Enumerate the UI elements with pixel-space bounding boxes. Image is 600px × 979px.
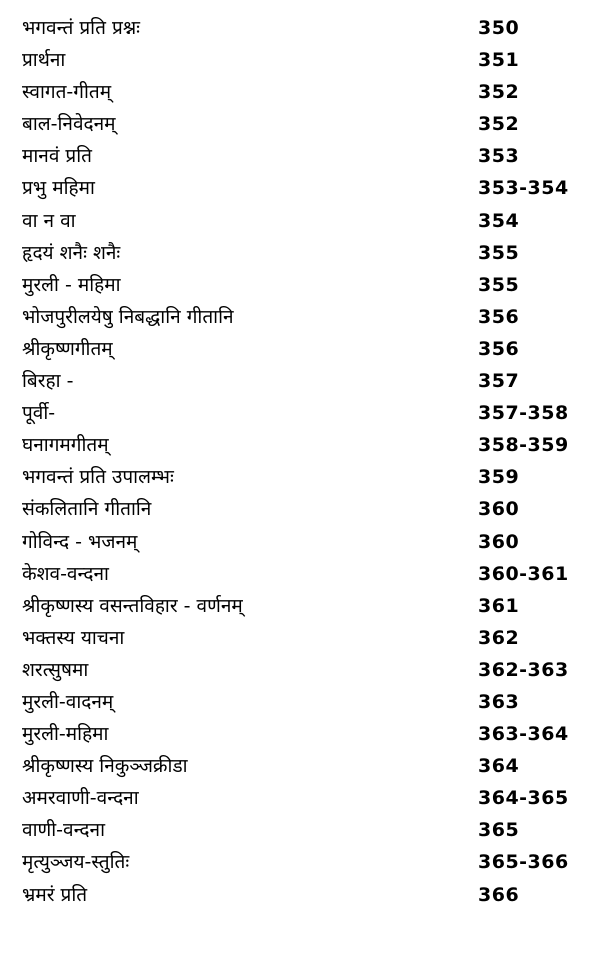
toc-row (0, 718, 600, 750)
toc-title: अमरवाणी-वन्दना (22, 787, 139, 810)
toc-row (0, 493, 600, 525)
toc-row (0, 140, 600, 172)
toc-page-number: 353 (478, 145, 520, 168)
toc-row (0, 108, 600, 140)
toc-page-number: 359 (478, 466, 520, 489)
toc-title: श्रीकृष्णस्य निकुञ्जक्रीडा (22, 755, 188, 778)
toc-row (0, 237, 600, 269)
toc-title: भोजपुरीलयेषु निबद्धानि गीतानि (22, 305, 234, 328)
toc-title: केशव-वन्दना (22, 562, 109, 585)
table-of-contents (0, 12, 600, 911)
toc-title: वा न वा (22, 209, 76, 232)
toc-row (0, 622, 600, 654)
toc-title: मृत्युञ्जय-स्तुतिः (22, 851, 130, 874)
toc-page-number: 356 (478, 305, 520, 328)
toc-page-number: 356 (478, 337, 520, 360)
toc-page-number: 361 (478, 594, 520, 617)
toc-row (0, 397, 600, 429)
toc-row (0, 654, 600, 686)
toc-page-number: 366 (478, 883, 520, 906)
toc-page-number: 360 (478, 530, 520, 553)
toc-page-number: 360-361 (478, 562, 569, 585)
toc-page-number: 355 (478, 241, 520, 264)
toc-page-number: 362 (478, 626, 520, 649)
toc-title: श्रीकृष्णस्य वसन्तविहार - वर्णनम् (22, 594, 243, 617)
toc-page-number: 365 (478, 819, 520, 842)
toc-title: वाणी-वन्दना (22, 819, 105, 842)
toc-row (0, 814, 600, 846)
toc-page-number: 364 (478, 755, 520, 778)
toc-page-number: 352 (478, 113, 520, 136)
toc-row (0, 461, 600, 493)
toc-page-number: 365-366 (478, 851, 569, 874)
toc-title: मुरली - महिमा (22, 273, 121, 296)
toc-page-number: 358-359 (478, 434, 569, 457)
toc-row (0, 365, 600, 397)
toc-row (0, 782, 600, 814)
toc-row (0, 558, 600, 590)
toc-row (0, 526, 600, 558)
toc-title: मानवं प्रति (22, 145, 92, 168)
toc-row (0, 686, 600, 718)
toc-page-number: 364-365 (478, 787, 569, 810)
toc-page-number: 357 (478, 370, 520, 393)
toc-row (0, 44, 600, 76)
toc-row (0, 301, 600, 333)
toc-page-number: 363 (478, 690, 520, 713)
toc-row (0, 269, 600, 301)
toc-row (0, 205, 600, 237)
toc-row (0, 846, 600, 878)
toc-page-number: 352 (478, 81, 520, 104)
toc-title: मुरली-महिमा (22, 723, 109, 746)
toc-page-number: 353-354 (478, 177, 569, 200)
toc-row (0, 879, 600, 911)
toc-title: स्वागत-गीतम् (22, 81, 112, 104)
toc-page-number: 360 (478, 498, 520, 521)
toc-row (0, 12, 600, 44)
toc-title: प्रार्थना (22, 49, 66, 72)
toc-title: बिरहा - (22, 370, 74, 393)
toc-title: पूर्वी- (22, 402, 56, 425)
toc-title: भगवन्तं प्रति उपालम्भः (22, 466, 174, 489)
toc-title: हृदयं शनैः शनैः (22, 241, 121, 264)
toc-page-number: 351 (478, 49, 520, 72)
toc-title: श्रीकृष्णगीतम् (22, 337, 113, 360)
toc-title: प्रभु महिमा (22, 177, 95, 200)
toc-title: भगवन्तं प्रति प्रश्नः (22, 17, 141, 39)
toc-row (0, 172, 600, 204)
toc-page-number: 354 (478, 209, 520, 232)
toc-title: भक्तस्य याचना (22, 626, 125, 649)
toc-page-number: 362-363 (478, 658, 569, 681)
toc-title: संकलितानि गीतानि (22, 498, 152, 521)
toc-title: घनागमगीतम् (22, 434, 109, 457)
toc-row (0, 429, 600, 461)
toc-title: मुरली-वादनम् (22, 690, 114, 713)
toc-title: भ्रमरं प्रति (22, 883, 88, 906)
toc-row (0, 76, 600, 108)
toc-row (0, 590, 600, 622)
toc-title: बाल-निवेदनम् (22, 113, 116, 136)
toc-page-number: 355 (478, 273, 520, 296)
toc-page-number: 357-358 (478, 402, 569, 425)
toc-row (0, 333, 600, 365)
toc-page-number: 363-364 (478, 723, 569, 746)
toc-row (0, 750, 600, 782)
toc-title: गोविन्द - भजनम् (22, 530, 138, 553)
toc-page-number: 350 (478, 17, 520, 39)
toc-title: शरत्सुषमा (22, 658, 89, 681)
